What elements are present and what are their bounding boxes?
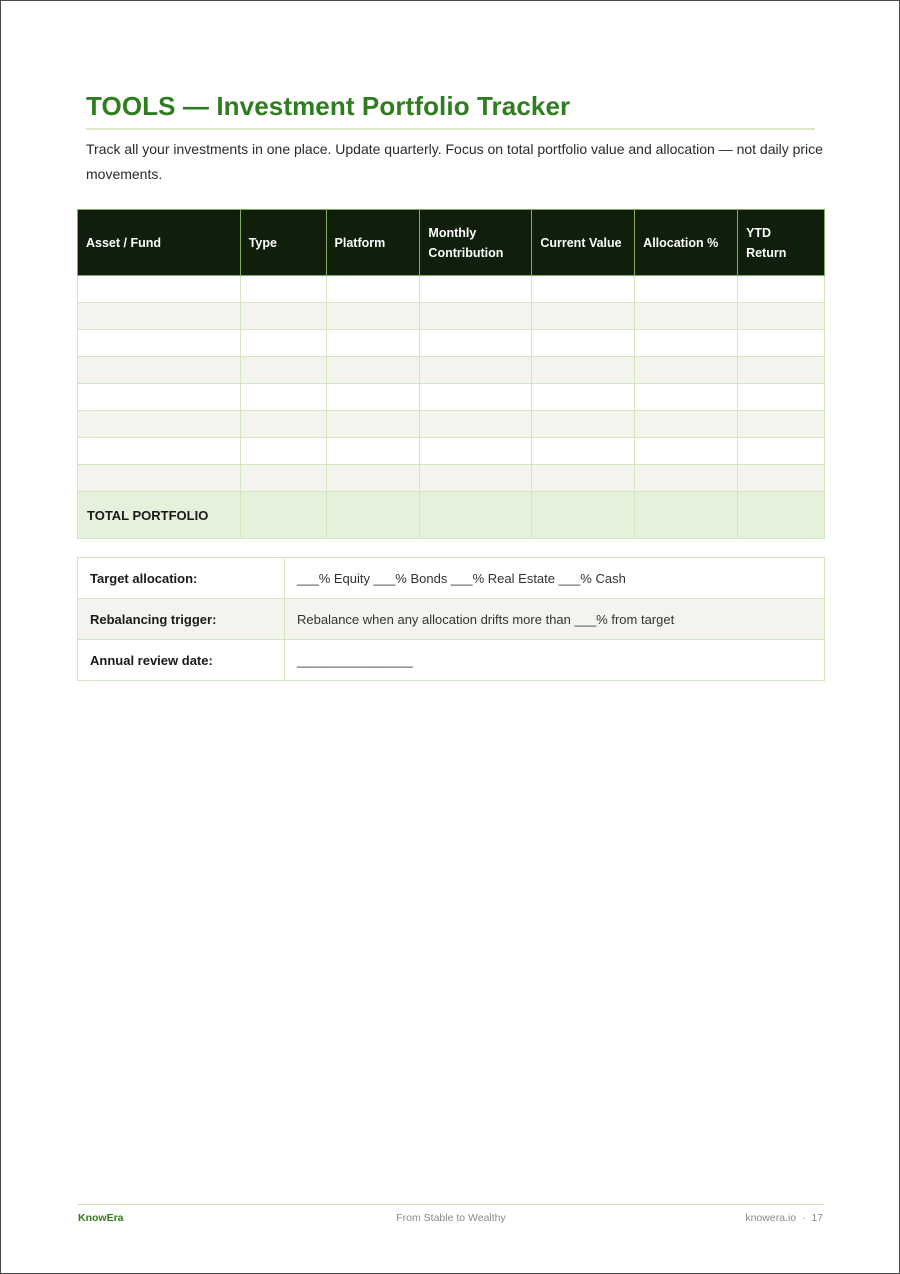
intro-paragraph: Track all your investments in one place. Update quarterly. Focus on total portfolio value and allocation — not daily price movements. <box>86 141 823 182</box>
table-cell[interactable] <box>326 276 420 303</box>
table-cell[interactable] <box>738 357 825 384</box>
total-cell[interactable] <box>326 492 420 539</box>
table-cell[interactable] <box>738 384 825 411</box>
table-cell[interactable] <box>635 303 738 330</box>
footer-tagline: From Stable to Wealthy <box>396 1212 506 1224</box>
table-cell[interactable] <box>532 276 635 303</box>
table-cell[interactable] <box>532 411 635 438</box>
total-cell[interactable] <box>240 492 326 539</box>
total-cell[interactable] <box>738 492 825 539</box>
table-row <box>78 465 825 492</box>
table-cell[interactable] <box>635 411 738 438</box>
footer-divider <box>77 1204 824 1205</box>
table-cell[interactable] <box>326 465 420 492</box>
page-title: TOOLS — Investment Portfolio Tracker <box>86 91 571 121</box>
table-cell[interactable] <box>78 303 241 330</box>
total-portfolio-row <box>78 492 825 539</box>
table-cell[interactable] <box>240 330 326 357</box>
table-cell[interactable] <box>326 357 420 384</box>
table-row <box>78 357 825 384</box>
footer-site-page <box>745 1212 823 1224</box>
table-cell[interactable] <box>738 438 825 465</box>
table-cell[interactable] <box>326 438 420 465</box>
table-cell[interactable] <box>240 411 326 438</box>
title-divider <box>86 128 815 130</box>
table-cell[interactable] <box>635 384 738 411</box>
table-row <box>78 303 825 330</box>
table-row <box>78 330 825 357</box>
table-cell[interactable] <box>532 438 635 465</box>
table-cell[interactable] <box>326 303 420 330</box>
table-row <box>78 276 825 303</box>
target-allocation-value[interactable]: ___% Equity ___% Bonds ___% Real Estate ___% Cash <box>285 558 825 599</box>
table-cell[interactable] <box>738 303 825 330</box>
total-cell[interactable] <box>635 492 738 539</box>
allocation-settings-table <box>77 557 825 681</box>
header-ytd-return: YTD Return <box>738 210 825 276</box>
header-monthly-contribution: Monthly Contribution <box>420 210 532 276</box>
header-type: Type <box>240 210 326 276</box>
table-cell[interactable] <box>738 276 825 303</box>
header-allocation: Allocation % <box>635 210 738 276</box>
table-cell[interactable] <box>532 303 635 330</box>
header-platform: Platform <box>326 210 420 276</box>
table-cell[interactable] <box>635 465 738 492</box>
settings-row-target-allocation <box>78 558 825 599</box>
table-header-row <box>78 210 825 276</box>
table-cell[interactable] <box>420 384 532 411</box>
table-cell[interactable] <box>326 384 420 411</box>
table-cell[interactable] <box>420 465 532 492</box>
table-cell[interactable] <box>420 438 532 465</box>
footer-brand: KnowEra <box>78 1212 124 1224</box>
table-cell[interactable] <box>240 384 326 411</box>
rebalancing-trigger-label: Rebalancing trigger: <box>78 599 285 640</box>
table-row <box>78 438 825 465</box>
header-asset-fund: Asset / Fund <box>78 210 241 276</box>
table-cell[interactable] <box>532 357 635 384</box>
table-row <box>78 384 825 411</box>
table-cell[interactable] <box>738 465 825 492</box>
table-cell[interactable] <box>240 465 326 492</box>
settings-row-annual-review <box>78 640 825 681</box>
portfolio-tracker-table <box>77 209 825 539</box>
table-cell[interactable] <box>78 384 241 411</box>
table-cell[interactable] <box>420 357 532 384</box>
table-cell[interactable] <box>635 276 738 303</box>
total-portfolio-label: TOTAL PORTFOLIO <box>78 492 241 539</box>
table-cell[interactable] <box>240 438 326 465</box>
tracker-body <box>78 276 825 539</box>
header-current-value: Current Value <box>532 210 635 276</box>
table-cell[interactable] <box>78 438 241 465</box>
annual-review-label: Annual review date: <box>78 640 285 681</box>
target-allocation-label: Target allocation: <box>78 558 285 599</box>
table-cell[interactable] <box>78 276 241 303</box>
footer-page-number: 17 <box>811 1212 823 1224</box>
table-cell[interactable] <box>420 276 532 303</box>
table-row <box>78 411 825 438</box>
table-cell[interactable] <box>78 465 241 492</box>
table-cell[interactable] <box>635 330 738 357</box>
total-cell[interactable] <box>532 492 635 539</box>
table-cell[interactable] <box>532 330 635 357</box>
table-cell[interactable] <box>240 276 326 303</box>
footer-site: knowera.io <box>745 1212 797 1224</box>
table-cell[interactable] <box>326 411 420 438</box>
table-cell[interactable] <box>78 330 241 357</box>
table-cell[interactable] <box>240 357 326 384</box>
table-cell[interactable] <box>326 330 420 357</box>
total-cell[interactable] <box>420 492 532 539</box>
table-cell[interactable] <box>532 465 635 492</box>
table-cell[interactable] <box>78 411 241 438</box>
table-cell[interactable] <box>635 438 738 465</box>
table-cell[interactable] <box>738 411 825 438</box>
table-cell[interactable] <box>78 357 241 384</box>
table-cell[interactable] <box>532 384 635 411</box>
table-cell[interactable] <box>420 303 532 330</box>
settings-row-rebalancing-trigger <box>78 599 825 640</box>
annual-review-value[interactable]: ________________ <box>285 640 825 681</box>
table-cell[interactable] <box>738 330 825 357</box>
rebalancing-trigger-value[interactable]: Rebalance when any allocation drifts more than ___% from target <box>285 599 825 640</box>
table-cell[interactable] <box>420 411 532 438</box>
table-cell[interactable] <box>240 303 326 330</box>
footer-separator: · <box>801 1212 806 1224</box>
table-cell[interactable] <box>635 357 738 384</box>
table-cell[interactable] <box>420 330 532 357</box>
